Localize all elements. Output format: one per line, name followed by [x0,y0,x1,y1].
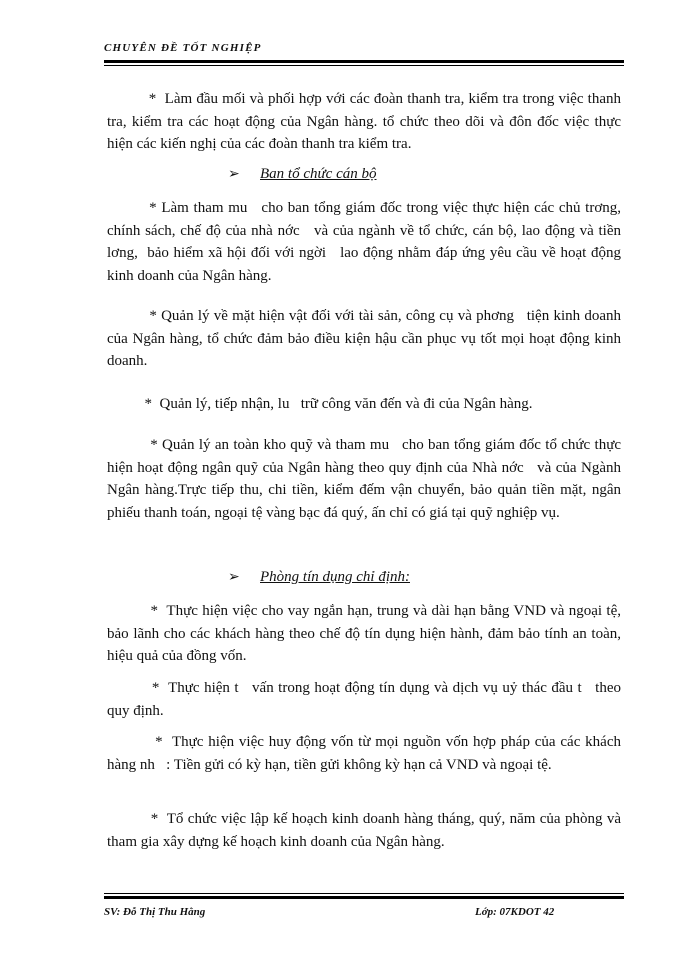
footer-class: Lớp: 07KDOT 42 [475,906,555,918]
footer-rule-thin [104,893,624,894]
section-heading-personnel: Ban tổ chức cán bộ [260,166,377,182]
paragraph-credit-advisory: * Thực hiện t vấn trong hoạt động tín dụng và dịch vụ uỷ thác đầu t theo quy định. [107,680,625,719]
header-rule-thin [104,65,624,66]
arrow-bullet-icon: ➢ [228,570,240,585]
paragraph-personnel-advice: * Làm tham mu cho ban tổng giám đốc trong việc thực hiện các chủ trơng, chính sách, chế độ của nhà nớc và của ngành về tổ chức, cán bộ, lao động và tiền lơng, bảo hiểm xã hội đối với ngời lao động nhằm đáp ứng yêu cầu về hoạt động kinh doanh của Ngân hàng. [107,200,629,284]
arrow-bullet-icon: ➢ [228,167,240,182]
paragraph-document-management: * Quản lý, tiếp nhận, lu trữ công văn đến và đi của Ngân hàng. [107,396,533,412]
paragraph-lending: * Thực hiện việc cho vay ngắn hạn, trung và dài hạn bằng VND và ngoại tệ, bảo lãnh cho các khách hàng theo chế độ tín dụng hiện hành, đảm bảo tính an toàn, hiệu quả của đồng vốn. [107,603,625,664]
paragraph-vault-management: * Quản lý an toàn kho quỹ và tham mu cho ban tổng giám đốc tổ chức thực hiện hoạt động ngân quỹ của Ngân hàng theo quy định của Nhà nớc và của Ngành Ngân hàng.Trực tiếp thu, chi tiền, kiểm đếm vận chuyển, bảo quản tiền mặt, ngân phiếu thanh toán, ngoại tệ vàng bạc đá quý, ấn chỉ có giá tại quỹ nghiệp vụ. [107,437,625,521]
header-rule-thick [104,60,624,63]
paragraph-asset-management: * Quản lý về mặt hiện vật đối với tài sản, công cụ và phơng tiện kinh doanh của Ngân hàng, tổ chức đảm bảo điều kiện hậu cần phục vụ tốt mọi hoạt động kinh doanh. [107,308,625,369]
footer-author: SV: Đỗ Thị Thu Hằng [104,906,206,918]
footer-rule-thick [104,896,624,899]
header-title: CHUYÊN ĐỀ TỐT NGHIỆP [104,42,262,54]
paragraph-business-planning: * Tổ chức việc lập kế hoạch kinh doanh hàng tháng, quý, năm của phòng và tham gia xây dựng kế hoạch kinh doanh của Ngân hàng. [107,811,625,850]
paragraph-capital-mobilization: * Thực hiện việc huy động vốn từ mọi nguồn vốn hợp pháp của các khách hàng nh : Tiền gửi có kỳ hạn, tiền gửi không kỳ hạn cả VND và ngoại tệ. [107,734,625,773]
paragraph-inspection: * Làm đầu mối và phối hợp với các đoàn thanh tra, kiểm tra trong việc thanh tra, kiểm tra các hoạt động của Ngân hàng. tổ chức theo dõi và đôn đốc việc thực hiện các kiến nghị của các đoàn thanh tra kiểm tra. [107,91,625,152]
section-heading-credit: Phòng tín dụng chỉ định: [260,569,410,585]
